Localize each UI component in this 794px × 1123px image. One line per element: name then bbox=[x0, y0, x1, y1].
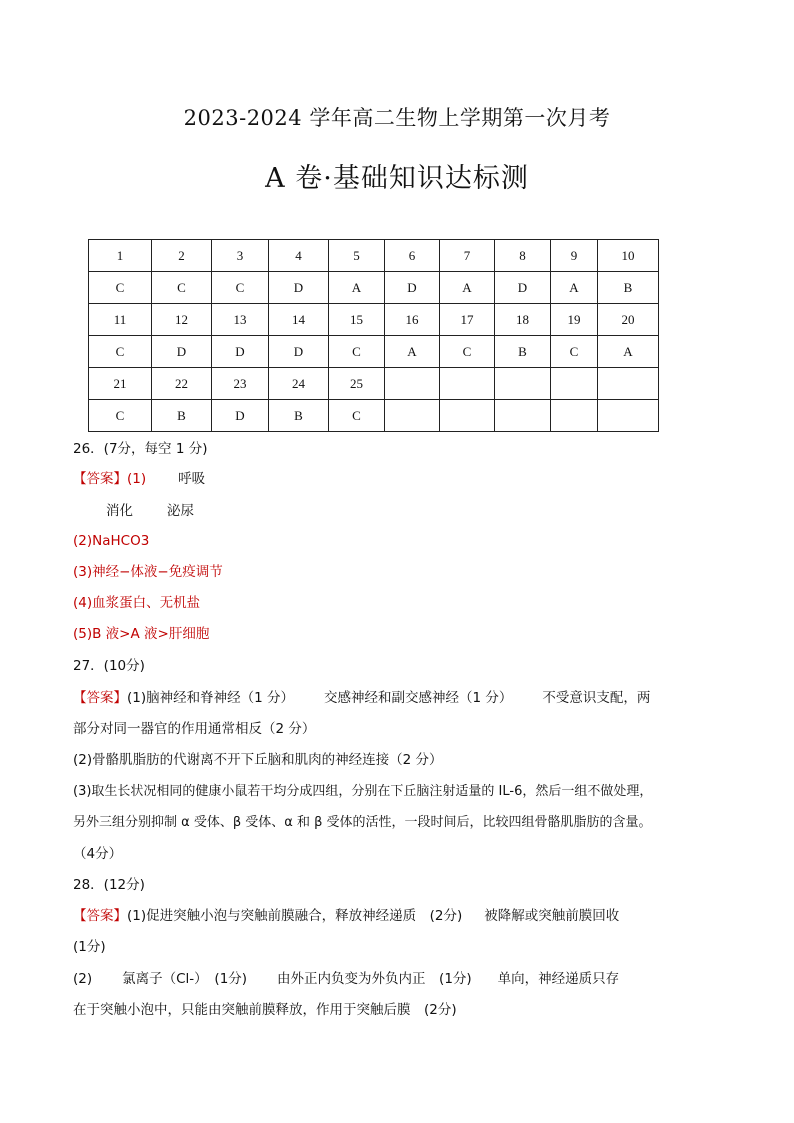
answer-table-cell: 2 bbox=[152, 240, 212, 272]
q28-answer-line-1 bbox=[73, 907, 619, 925]
q27-answer-1c: 不受意识支配，两 bbox=[542, 690, 651, 706]
answer-table-cell: D bbox=[495, 272, 551, 304]
answer-table-cell: B bbox=[269, 400, 329, 432]
q27-answer-line-4: (3)取生长状况相同的健康小鼠若干均分成四组，分别在下丘脑注射适量的 IL-6，然后一组不做处理， bbox=[73, 784, 653, 799]
answer-table-cell: 17 bbox=[440, 304, 495, 336]
answer-table-cell: 6 bbox=[385, 240, 440, 272]
answer-table-cell: 14 bbox=[269, 304, 329, 336]
q27-heading: 27．(10分) bbox=[73, 658, 145, 674]
q28-heading: 28．(12分) bbox=[73, 877, 145, 893]
answer-table-cell: C bbox=[89, 336, 152, 368]
answer-table-cell: 22 bbox=[152, 368, 212, 400]
answer-table-cell bbox=[598, 400, 659, 432]
answer-table-cell bbox=[385, 400, 440, 432]
q26-answer-1: 呼吸 bbox=[178, 471, 206, 487]
answer-table-cell: D bbox=[212, 400, 269, 432]
q27-answer-line-6: （4分） bbox=[73, 846, 123, 862]
q28-answer-line-2: (1分) bbox=[73, 939, 106, 955]
answer-table-row bbox=[89, 240, 659, 272]
q26-answer-5: (3)神经−体液−免疫调节 bbox=[73, 564, 223, 580]
q26-heading: 26．(7分，每空 1 分) bbox=[73, 441, 208, 457]
answer-table-cell: 4 bbox=[269, 240, 329, 272]
answer-table-cell: 8 bbox=[495, 240, 551, 272]
q27-answer-line-1 bbox=[73, 689, 650, 707]
answer-table-cell bbox=[495, 368, 551, 400]
q26-answer-7: (5)B 液>A 液>肝细胞 bbox=[73, 626, 210, 642]
q27-answer-line-5: 另外三组分别抑制 α 受体、β 受体、α 和 β 受体的活性，一段时间后，比较四组骨骼肌脂肪的含量。 bbox=[73, 815, 652, 830]
answer-table-cell: D bbox=[152, 336, 212, 368]
exam-subtitle: A 卷·基础知识达标测 bbox=[265, 163, 529, 194]
answer-table-cell bbox=[385, 368, 440, 400]
answer-table-row bbox=[89, 368, 659, 400]
q28-answer-line-4: 在于突触小泡中，只能由突触前膜释放，作用于突触后膜 (2分) bbox=[73, 1002, 457, 1018]
q27-answer-1b: 交感神经和副交感神经（1 分） bbox=[324, 690, 513, 706]
answer-table-cell bbox=[551, 368, 598, 400]
answer-table-cell: C bbox=[329, 336, 385, 368]
answer-table bbox=[88, 239, 659, 432]
answer-table-cell: A bbox=[329, 272, 385, 304]
q27-answer-1a: (1)脑神经和脊神经（1 分） bbox=[127, 690, 295, 706]
answer-table-cell: 20 bbox=[598, 304, 659, 336]
answer-table-cell: 24 bbox=[269, 368, 329, 400]
answer-tag: 【答案】 bbox=[73, 908, 127, 924]
answer-table-cell: A bbox=[385, 336, 440, 368]
answer-table-row bbox=[89, 336, 659, 368]
q27-answer-line-2: 部分对同一器官的作用通常相反（2 分） bbox=[73, 721, 316, 737]
answer-table-cell: 10 bbox=[598, 240, 659, 272]
answer-table-cell: D bbox=[269, 336, 329, 368]
q26-answer-4: (2)NaHCO3 bbox=[73, 533, 150, 549]
answer-table-cell bbox=[440, 368, 495, 400]
answer-table-cell: 16 bbox=[385, 304, 440, 336]
q28-answer-3a: (2) bbox=[73, 971, 93, 987]
answer-table-cell: 11 bbox=[89, 304, 152, 336]
answer-table-cell: 3 bbox=[212, 240, 269, 272]
answer-table-cell: 5 bbox=[329, 240, 385, 272]
answer-table-cell bbox=[440, 400, 495, 432]
answer-table-cell: C bbox=[212, 272, 269, 304]
answer-table-cell: C bbox=[89, 272, 152, 304]
answer-table-cell: C bbox=[329, 400, 385, 432]
answer-tag: 【答案】 bbox=[73, 471, 127, 487]
answer-table-cell: D bbox=[212, 336, 269, 368]
answer-table-cell: C bbox=[89, 400, 152, 432]
answer-table-cell: 7 bbox=[440, 240, 495, 272]
answer-table-cell: A bbox=[440, 272, 495, 304]
answer-table-cell: A bbox=[598, 336, 659, 368]
q28-answer-3b: 氯离子（Cl-） (1分) bbox=[122, 971, 248, 987]
q26-answer-6: (4)血浆蛋白、无机盐 bbox=[73, 595, 201, 611]
answer-table-cell: 18 bbox=[495, 304, 551, 336]
answer-table-cell: B bbox=[495, 336, 551, 368]
answer-table-cell: 9 bbox=[551, 240, 598, 272]
answer-table-row bbox=[89, 304, 659, 336]
answer-table-row bbox=[89, 272, 659, 304]
answer-table-cell: C bbox=[551, 336, 598, 368]
q26-answer-2: 消化 bbox=[106, 503, 133, 519]
answer-table-cell: B bbox=[598, 272, 659, 304]
answer-table-row bbox=[89, 400, 659, 432]
q28-answer-3c: 由外正内负变为外负内正 (1分) bbox=[277, 971, 472, 987]
answer-table-cell: 1 bbox=[89, 240, 152, 272]
answer-table-cell bbox=[551, 400, 598, 432]
answer-table-cell: A bbox=[551, 272, 598, 304]
answer-table-cell: 25 bbox=[329, 368, 385, 400]
answer-table-cell: C bbox=[440, 336, 495, 368]
answer-tag: 【答案】 bbox=[73, 690, 127, 706]
q26-answer-line-1 bbox=[73, 470, 205, 488]
answer-table-cell: C bbox=[152, 272, 212, 304]
q28-answer-line-3 bbox=[73, 970, 619, 988]
q28-answer-1b: 被降解或突触前膜回收 bbox=[484, 908, 620, 924]
q28-answer-3d: 单向，神经递质只存 bbox=[497, 971, 620, 987]
exam-title: 2023-2024 学年高二生物上学期第一次月考 bbox=[183, 106, 611, 130]
q28-answer-1a: (1)促进突触小泡与突触前膜融合，释放神经递质 (2分) bbox=[127, 908, 463, 924]
q27-answer-line-3: (2)骨骼肌脂肪的代谢离不开下丘脑和肌肉的神经连接（2 分） bbox=[73, 752, 443, 768]
answer-table-cell bbox=[495, 400, 551, 432]
answer-table-cell: 12 bbox=[152, 304, 212, 336]
answer-table-cell: D bbox=[269, 272, 329, 304]
answer-table-cell: 23 bbox=[212, 368, 269, 400]
answer-table-cell bbox=[598, 368, 659, 400]
answer-table-cell: 19 bbox=[551, 304, 598, 336]
answer-table-cell: D bbox=[385, 272, 440, 304]
q26-answer-line-2 bbox=[106, 502, 194, 520]
answer-table-cell: 21 bbox=[89, 368, 152, 400]
q26-part1-label: (1) bbox=[127, 471, 147, 487]
answer-table-cell: B bbox=[152, 400, 212, 432]
answer-table-cell: 15 bbox=[329, 304, 385, 336]
answer-table-cell: 13 bbox=[212, 304, 269, 336]
q26-answer-3: 泌尿 bbox=[167, 503, 194, 519]
